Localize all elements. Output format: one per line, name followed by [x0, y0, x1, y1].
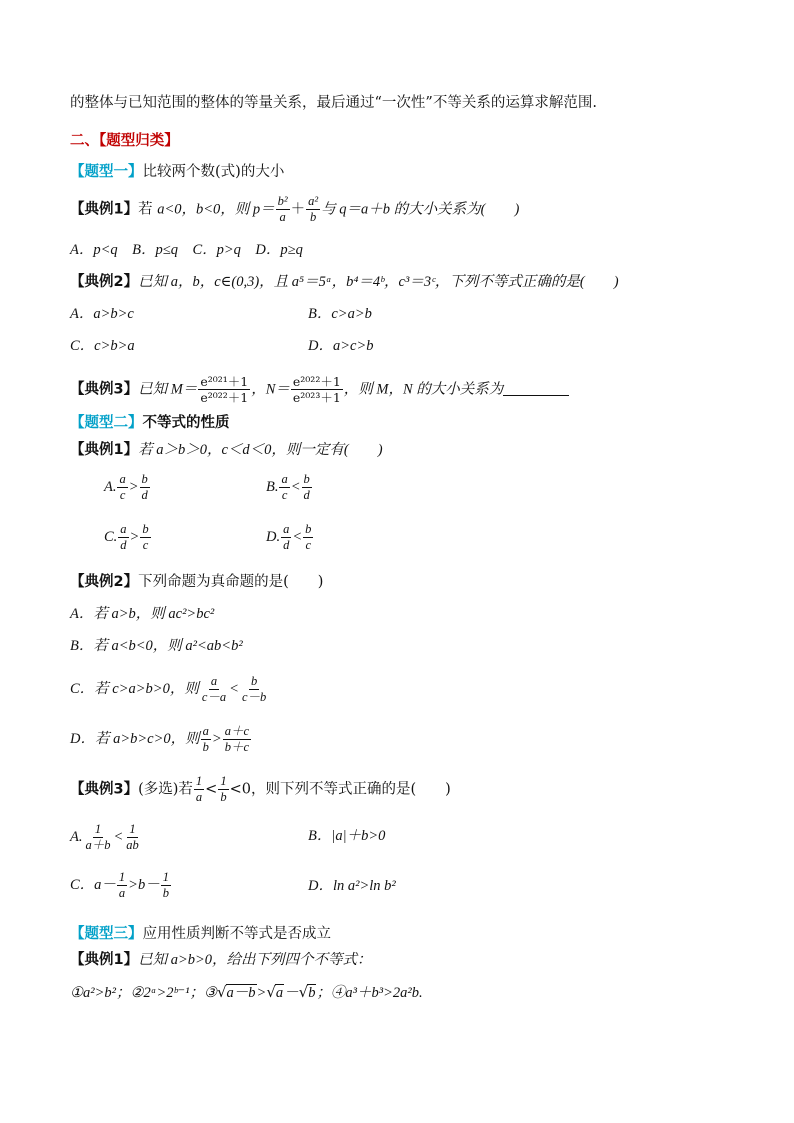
radicand: a－b [226, 985, 256, 1001]
fraction [200, 674, 228, 705]
numerator: b² [277, 194, 288, 208]
option-c [70, 870, 172, 901]
option-c [70, 674, 269, 705]
type3-heading [70, 924, 331, 944]
sqrt-icon: √ [266, 983, 276, 1001]
text: 若 a＞b＞0，c＜d＜0，则一定有( ) [138, 442, 383, 458]
text: ；④a³＋b³>2a²b. [316, 985, 423, 1001]
denominator: b [202, 740, 209, 754]
numerator: 1 [220, 774, 227, 788]
type3-tag: 【题型三】 [70, 926, 143, 942]
text: < [292, 528, 303, 545]
option-a [104, 472, 151, 503]
text: a<0，b<0，则 p＝ [157, 201, 275, 218]
denominator: b [162, 886, 169, 900]
text: ①a²>b²；②2ᵃ>2ᵇ⁻¹；③ [70, 985, 217, 1001]
text: < [205, 781, 218, 798]
denominator: a [279, 210, 286, 224]
section-heading: 二、【题型归类】 [70, 133, 179, 149]
option-b: B．|a|＋b>0 [308, 828, 386, 844]
type2-tag: 【题型二】 [70, 415, 143, 431]
fraction [281, 522, 291, 553]
numerator: 1 [195, 774, 203, 788]
type1-tag: 【题型一】 [70, 164, 143, 180]
fraction [218, 774, 228, 805]
type2-example1 [70, 440, 383, 460]
numerator: a [119, 472, 126, 486]
example-label: 【典例3】 [70, 781, 139, 798]
denominator: a [195, 790, 203, 804]
option-b [266, 472, 313, 503]
text: ，N＝ [251, 381, 290, 398]
denominator: c [119, 488, 126, 502]
denominator: e²⁰²²＋1 [200, 390, 249, 405]
option-d [70, 724, 252, 755]
fraction [140, 472, 150, 503]
text: A. [70, 828, 83, 845]
text: B. [266, 478, 279, 495]
fraction [279, 472, 289, 503]
option-a: A．若 a>b，则 ac²>bc² [70, 606, 215, 622]
fraction [302, 472, 312, 503]
text: 若 [138, 201, 158, 218]
fraction [303, 522, 313, 553]
text: D. [266, 528, 281, 545]
denominator: e²⁰²³＋1 [292, 390, 341, 405]
type3-example1 [70, 950, 372, 970]
option-c [104, 522, 152, 553]
numerator: a [283, 522, 290, 536]
type1-title: 比较两个数(式)的大小 [142, 164, 285, 180]
text: <0，则下列不等式正确的是( ) [229, 781, 451, 798]
fraction [198, 374, 250, 405]
option-a [70, 822, 142, 853]
sqrt-icon: √ [216, 983, 227, 1001]
numerator: e²⁰²²＋1 [292, 374, 341, 389]
option-b: B．c>a>b [308, 306, 372, 322]
type1-example1-options: A．p<q B．p≤q C．p>q D．p≥q [70, 242, 303, 258]
example-label: 【典例3】 [70, 381, 139, 398]
denominator: c [142, 538, 149, 552]
text: C．若 c>a>b>0，则 [70, 680, 199, 697]
text: 已知 M＝ [138, 381, 198, 398]
denominator: d [303, 488, 310, 502]
numerator: b [141, 472, 148, 486]
type1-heading [70, 162, 284, 182]
text: < [290, 478, 301, 495]
option-d: D．ln a²>ln b² [308, 878, 396, 894]
denominator: d [120, 538, 127, 552]
answer-blank[interactable] [503, 381, 569, 396]
fraction [117, 870, 127, 901]
text: ＋ [290, 201, 306, 218]
numerator: b [142, 522, 149, 536]
numerator: a [120, 522, 127, 536]
text: >b－ [128, 876, 160, 893]
text: 已知 a>b>0，给出下列四个不等式： [138, 952, 372, 968]
numerator: e²⁰²¹＋1 [200, 374, 249, 389]
denominator: b＋c [224, 740, 249, 754]
type3-example1-items [70, 982, 423, 1003]
fraction [140, 522, 150, 553]
fraction [291, 374, 343, 405]
denominator: a [118, 886, 126, 900]
text: C．a－ [70, 876, 116, 893]
text: D．若 a>b>c>0，则 [70, 730, 200, 747]
fraction [161, 870, 171, 901]
type2-example3 [70, 774, 451, 805]
fraction [306, 194, 320, 225]
text: ，则 M，N 的大小关系为 [343, 381, 504, 398]
text: < [113, 828, 124, 845]
denominator: d [283, 538, 290, 552]
fraction [240, 674, 268, 705]
numerator: b [303, 472, 310, 486]
numerator: 1 [162, 870, 169, 884]
type3-title: 应用性质判断不等式是否成立 [142, 926, 331, 942]
denominator: c [281, 488, 288, 502]
numerator: b [305, 522, 312, 536]
numerator: 1 [129, 822, 136, 836]
denominator: ab [126, 838, 139, 852]
text: < [229, 680, 239, 697]
option-c: C．c>b>a [70, 338, 135, 354]
radicand: b [308, 985, 316, 1001]
text: > [128, 478, 139, 495]
option-d [266, 522, 314, 553]
option-d: D．a>c>b [308, 338, 374, 354]
text: > [129, 528, 140, 545]
type2-example2 [70, 572, 323, 592]
numerator: a [202, 724, 209, 738]
example-label: 【典例1】 [70, 952, 139, 968]
numerator: 1 [118, 870, 126, 884]
denominator: c－a [201, 690, 227, 704]
denominator: b [310, 210, 317, 224]
type2-title: 不等式的性质 [142, 415, 230, 431]
numerator: b [250, 674, 258, 688]
text: － [284, 985, 299, 1001]
numerator: a＋c [224, 724, 249, 738]
example-label: 【典例1】 [70, 201, 139, 218]
intro-paragraph: 的整体与已知范围的整体的等量关系，最后通过“一次性”不等关系的运算求解范围. [70, 95, 597, 111]
numerator: a [281, 472, 288, 486]
text: 已知 a，b，c∈(0,3)，且 a⁵＝5ᵃ，b⁴＝4ᵇ，c³＝3ᶜ，下列不等式正确的是( ) [138, 274, 619, 290]
example-label: 【典例1】 [70, 442, 139, 458]
numerator: a² [308, 194, 319, 208]
denominator: c [305, 538, 312, 552]
text: A. [104, 478, 117, 495]
type1-example3 [70, 374, 569, 405]
example-label: 【典例2】 [70, 274, 139, 290]
fraction [276, 194, 290, 225]
fraction [124, 822, 141, 853]
text: > [256, 985, 267, 1001]
type2-heading [70, 413, 230, 433]
option-a: A．a>b>c [70, 306, 134, 322]
denominator: a＋b [85, 838, 111, 852]
fraction [83, 822, 112, 853]
text: 下列命题为真命题的是( ) [138, 574, 324, 590]
text: > [211, 730, 222, 747]
text: C. [104, 528, 118, 545]
option-b: B．若 a<b<0，则 a²<ab<b² [70, 638, 243, 654]
type1-example1 [70, 194, 519, 225]
fraction [194, 774, 204, 805]
text: (多选)若 [138, 781, 193, 798]
fraction [201, 724, 211, 755]
fraction [223, 724, 251, 755]
example-label: 【典例2】 [70, 574, 139, 590]
fraction [118, 522, 128, 553]
radicand: a [275, 985, 284, 1001]
sqrt-icon: √ [298, 983, 309, 1001]
numerator: a [210, 674, 218, 688]
numerator: 1 [94, 822, 102, 836]
denominator: c－b [241, 690, 267, 704]
type1-example2 [70, 272, 619, 292]
fraction [117, 472, 127, 503]
denominator: b [220, 790, 227, 804]
denominator: d [141, 488, 148, 502]
text: 与 q＝a＋b 的大小关系为( ) [321, 201, 520, 218]
